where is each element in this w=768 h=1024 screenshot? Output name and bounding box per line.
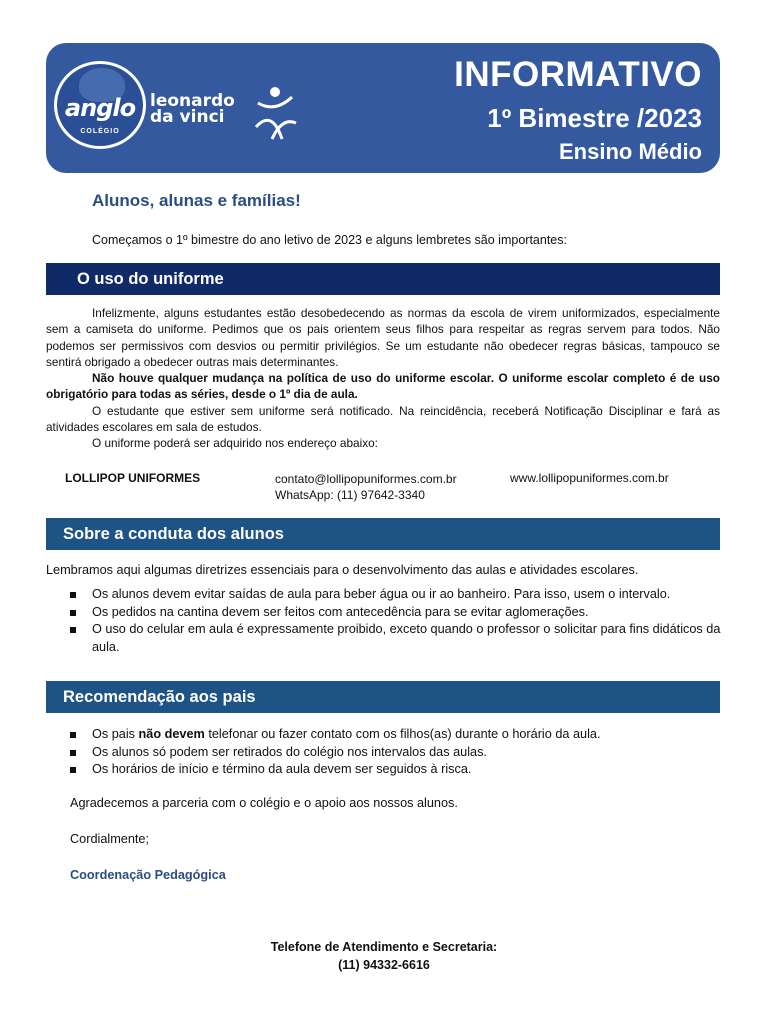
brand-line-1: leonardo [150,91,235,111]
conduct-list [70,586,722,656]
supplier-contact [275,471,457,503]
list-item: Os horários de início e término da aula devem ser seguidos à risca. [70,761,722,779]
thanks-text: Agradecemos a parceria com o colégio e o apoio aos nossos alunos. [70,796,458,810]
intro-text: Começamos o 1º bimestre do ano letivo de 2023 e alguns lembretes são importantes: [92,233,567,247]
section-heading-uniform: O uso do uniforme [46,263,720,295]
logo-sub: COLÉGIO [80,128,120,135]
supplier-email[interactable]: contato@lollipopuniformes.com.br [275,472,457,486]
uniform-paragraph-1: Infelizmente, alguns estudantes estão desobedecendo as normas da escola de virem uniformizados, especialmente sem a camiseta do uniforme. Pedimos que os pais orientem seus filhos para respeitar as regras servem para todos. Não podemos ser permissivos com desvios ou permitir privilégios. Se um estudante não obedecer regras básicas, tampouco se sentirá obrigado a obedecer outras mais determinantes. [46,306,720,369]
header-banner [46,43,720,173]
uniform-paragraph-3: O estudante que estiver sem uniforme será notificado. Na reincidência, receberá Notificação Disciplinar e fará as atividades escolares em sala de estudos. [46,403,720,435]
logo-word: anglo [64,94,136,122]
anglo-logo [54,61,146,149]
leonardo-da-vinci-logo [150,93,235,125]
item-text-pre: Os pais [92,727,139,741]
list-item: Os alunos só podem ser retirados do colégio nos intervalos das aulas. [70,744,722,762]
period-subtitle: 1º Bimestre /2023 [487,103,702,133]
list-item: Os pedidos na cantina devem ser feitos com antecedência para se evitar aglomerações. [70,604,722,622]
vitruvian-figure-icon [252,83,298,141]
section-heading-conduct: Sobre a conduta dos alunos [46,518,720,550]
page-title: INFORMATIVO [454,55,702,94]
list-item [70,726,722,744]
item-text-bold: não devem [138,727,205,741]
segment-subtitle: Ensino Médio [559,139,702,164]
list-item: Os alunos devem evitar saídas de aula para beber água ou ir ao banheiro. Para isso, usem o intervalo. [70,586,722,604]
item-text-post: telefonar ou fazer contato com os filhos(as) durante o horário da aula. [204,727,601,741]
parents-list [70,726,722,779]
list-item: O uso do celular em aula é expressamente proibido, exceto quando o professor o solicitar para fins didáticos da aula. [70,621,722,656]
supplier-whatsapp: WhatsApp: (11) 97642-3340 [275,488,425,502]
uniform-paragraph-2: Não houve qualquer mudança na política de uso do uniforme escolar. O uniforme escolar completo é de uso obrigatório para todas as séries, desde o 1º dia de aula. [46,371,720,402]
footer-label: Telefone de Atendimento e Secretaria: [270,940,498,954]
uniform-body [46,305,720,452]
section-heading-parents: Recomendação aos pais [46,681,720,713]
uniform-paragraph-4: O uniforme poderá ser adquirido nos endereço abaixo: [92,436,378,451]
footer-phone: (11) 94332-6616 [338,958,430,972]
regards-text: Cordialmente; [70,832,149,846]
brand-line-2: da vinci [150,107,225,127]
greeting: Alunos, alunas e famílias! [92,191,301,210]
signature: Coordenação Pedagógica [70,868,226,882]
supplier-name: LOLLIPOP UNIFORMES [65,471,201,485]
supplier-website[interactable]: www.lollipopuniformes.com.br [510,471,669,485]
conduct-lead: Lembramos aqui algumas diretrizes essenciais para o desenvolvimento das aulas e atividades escolares. [46,563,639,577]
